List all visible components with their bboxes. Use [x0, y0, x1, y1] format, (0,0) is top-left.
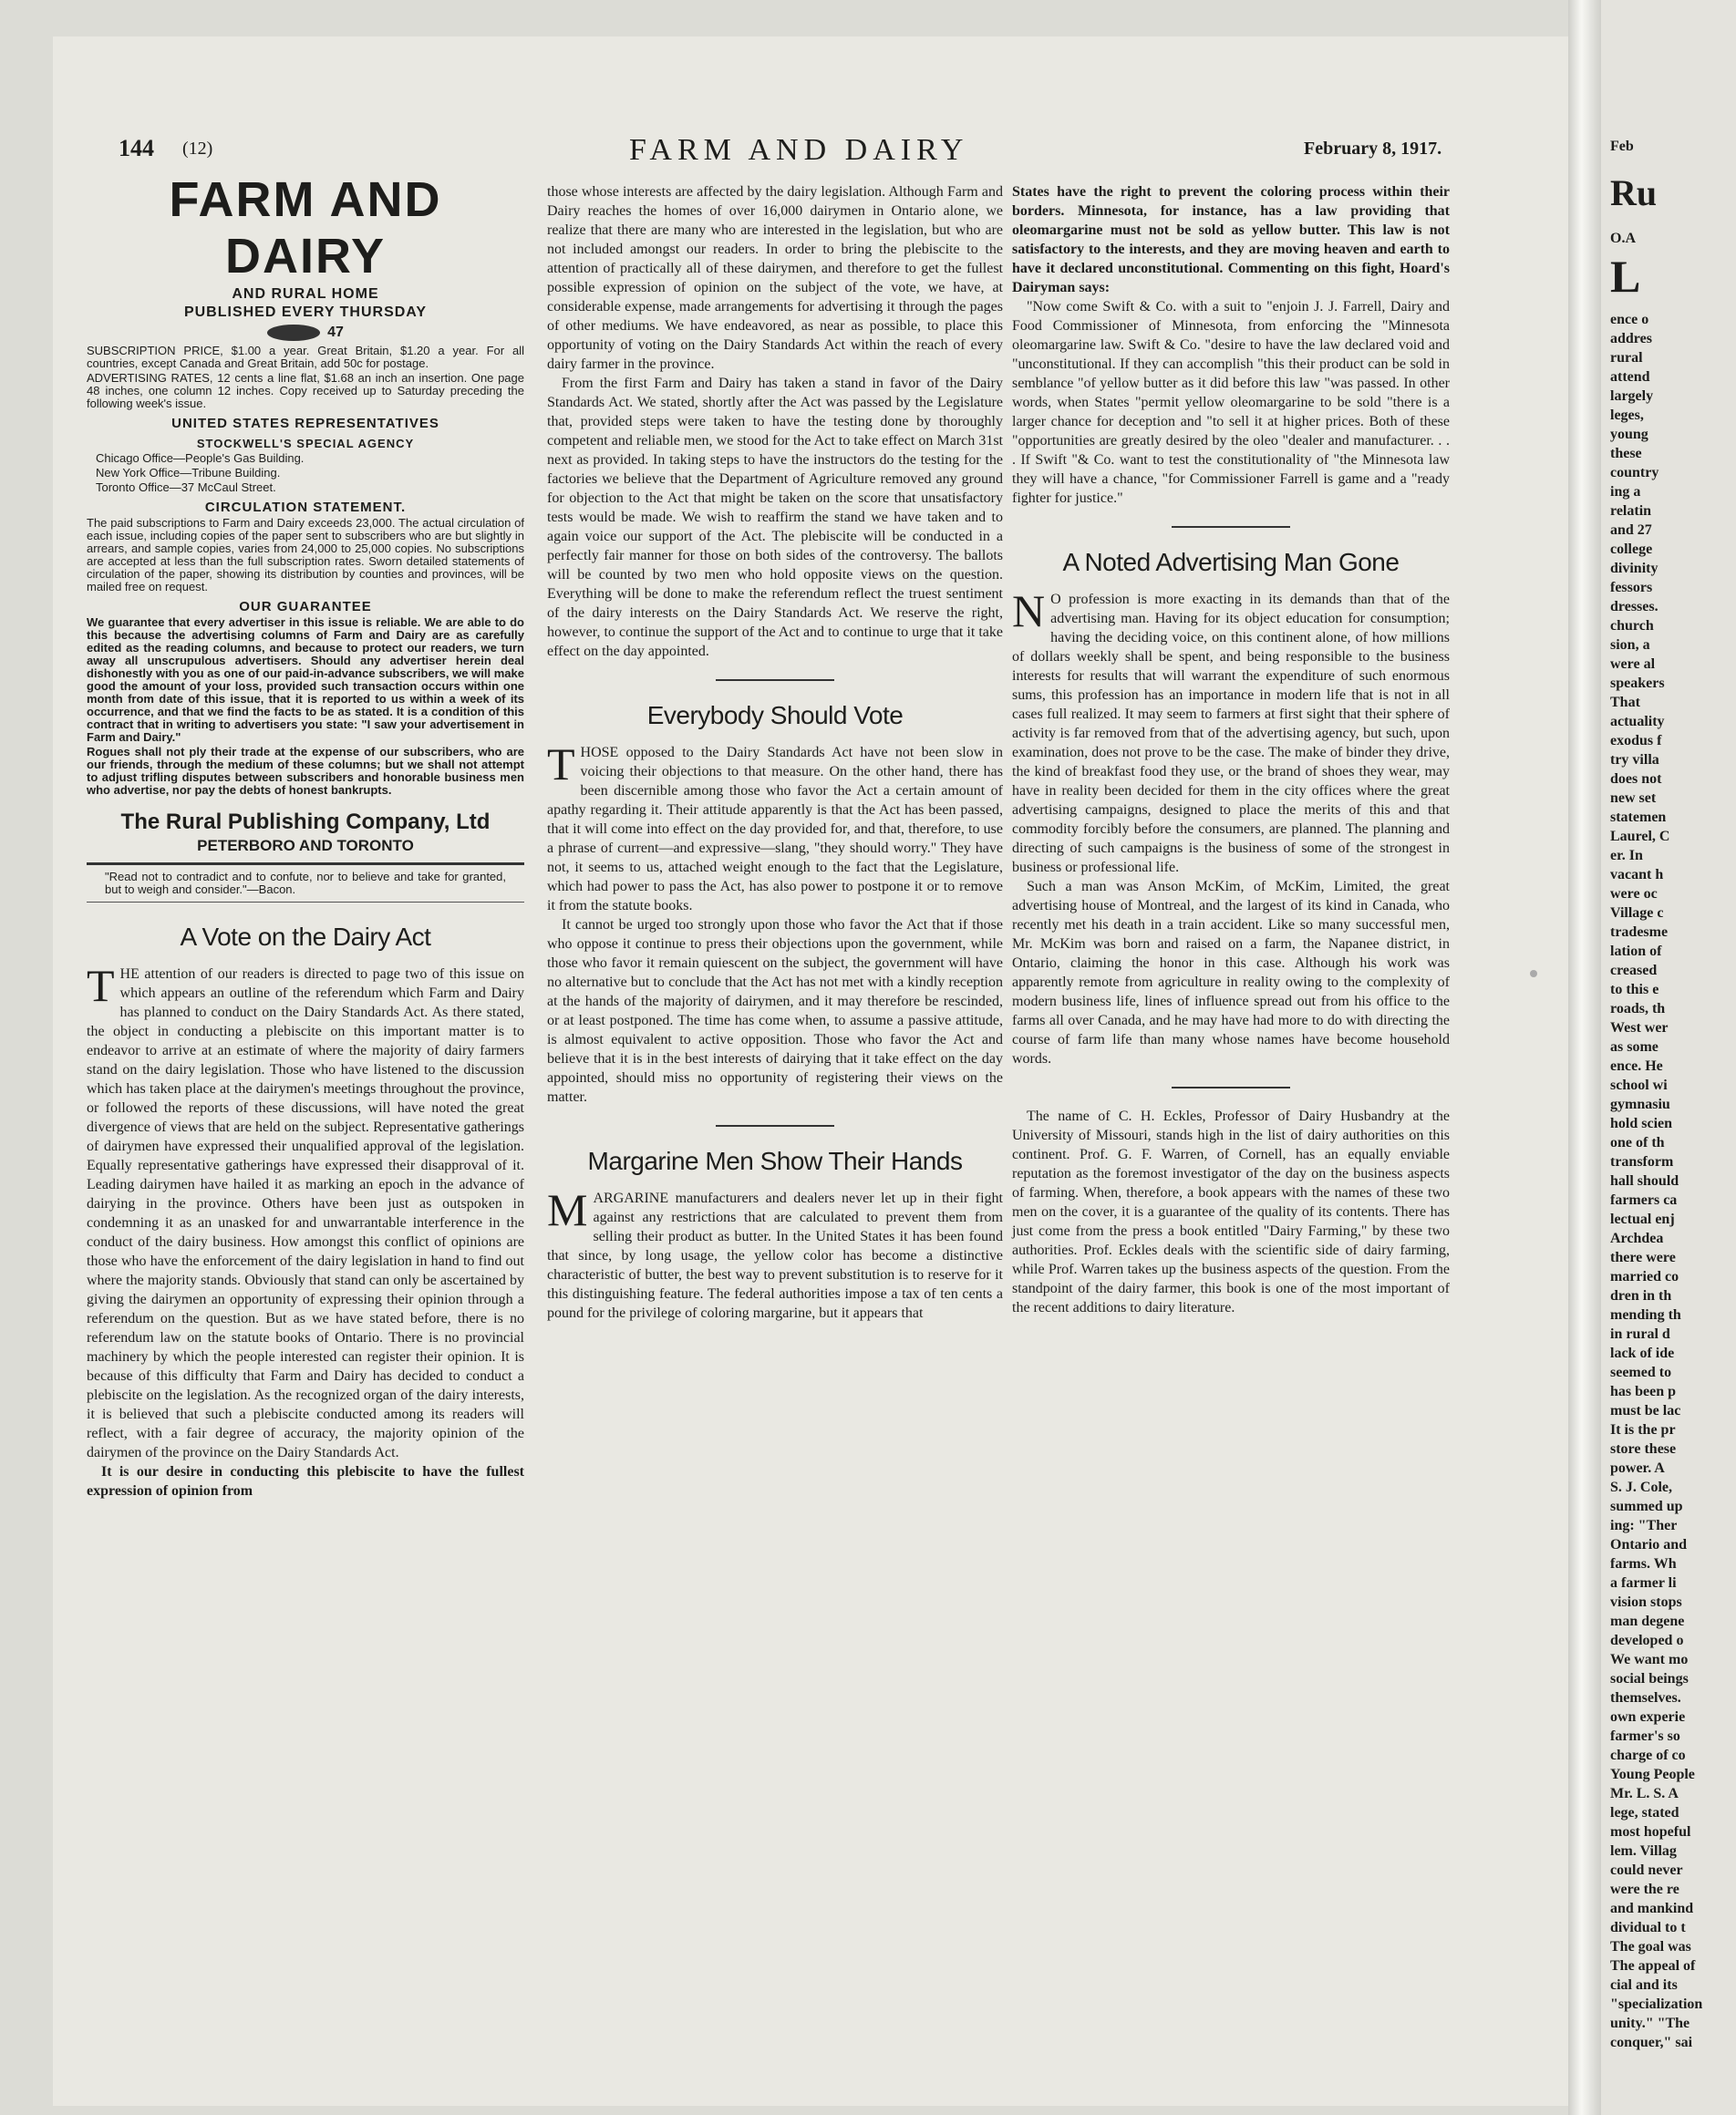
next-page-fragment: cial and its	[1610, 1977, 1678, 1993]
next-page-fragment: mending th	[1610, 1307, 1681, 1323]
next-page-fragment: has been p	[1610, 1384, 1677, 1399]
masthead-published: PUBLISHED EVERY THURSDAY	[183, 304, 428, 320]
drop-cap: N	[1012, 585, 1046, 636]
next-page-fragment: power. A	[1610, 1460, 1665, 1476]
next-page-fragment: own experie	[1610, 1709, 1686, 1725]
next-page-fragment: creased	[1610, 963, 1658, 978]
next-page-fragment: these	[1610, 446, 1642, 461]
next-page-fragment: L	[1610, 251, 1641, 302]
advertising-rates-text: ADVERTISING RATES, 12 cents a line flat, $1.68 an inch an insertion. One page 48 inches, one column 12 inches. Copy received up to Saturday preceding the following week's issue.	[87, 371, 524, 411]
margin-spot	[1530, 970, 1537, 977]
next-page-fragment: vacant h	[1610, 867, 1664, 882]
article-advertising-p2: Such a man was Anson McKim, of McKim, Limited, the great advertising house of Montreal, and the largest of its kind in Canada, who recently met his death in a train accident. Like so many successful men, Mr. McKim was born and raised on a farm, the Napanee district, in Ontario, claiming the honor in this case. Although his work was apparently remote from agriculture in reality owing to the complexity of modern business life, lines of influence spread out from his office to the farms all over Canada, and he may have had more to do with directing the course of farm life than many whose names have become household words.	[1012, 879, 1450, 1067]
article-margarine-p1-text: ARGARINE manufacturers and dealers never let up in their fight against any restrictions that are calculated to prevent them from selling their product as butter. In the United States it has been found that since, by long usage, the yellow color has become a distinctive characteristic of butter, the best way to prevent substitution is to reserve for it this distinguishing feature. The federal authorities impose a tax of ten cents a pound for the privilege of coloring margarine, but it appears that	[547, 1191, 1003, 1321]
next-page-fragment: new set	[1610, 790, 1657, 806]
next-page-fragment: lack of ide	[1610, 1346, 1675, 1361]
next-page-fragment: hall should	[1610, 1173, 1679, 1189]
next-page-fragment: Young People	[1610, 1767, 1695, 1782]
next-page-fragment: country	[1610, 465, 1659, 480]
next-page-fragment: gymnasiu	[1610, 1097, 1670, 1112]
article-margarine-p2: States have the right to prevent the coloring process within their borders. Minnesota, for instance, has a law providing that oleomargarine must not be sold as yellow butter. This law is not satisfactory to the interests, and they are moving heaven and earth to have it declared unconstitutional. Commenting on this fight, Hoard's Dairyman says:	[1012, 184, 1450, 295]
next-page-fragment: themselves.	[1610, 1690, 1681, 1706]
article-everybody-p1	[547, 738, 1003, 915]
next-page-fragment: as some	[1610, 1039, 1658, 1055]
article-everybody-p1-text: HOSE opposed to the Dairy Standards Act have not been slow in voicing their objections to that measure. On the other hand, there has been discernible among those who favor the Act a certain amount of apathy regarding it. Their attitude apparently is that the Act has been passed, that it will come into effect on the day provided for, and that, therefore, to use a phrase of current—and expressive—slang, "they should worry." They have not, it seems to us, attached weight enough to the fact that the Legislature, which had power to pass the Act, has also power to postpone it or to remove it from the statute books.	[547, 745, 1003, 913]
next-page-fragment: tradesme	[1610, 924, 1669, 940]
article-vote-p3: those whose interests are affected by the dairy legislation. Although Farm and Dairy reaches the homes of over 16,000 dairymen in Ontario alone, we realize that there are many who are interested in the legislation, but who are not included amongst our readers. In order to bring the plebiscite to the attention of practically all of these dairymen, and therefore to get the fullest possible expression of opinion on the subject of the vote, we have, at considerable expense, made arrangements for advertising it through the pages of other mediums. We have endeavored, as near as possible, to place this opportunity of voting on the Dairy Standards Act within the reach of every dairy farmer in the province.	[547, 184, 1003, 372]
bacon-quote: "Read not to contradict and to confute, nor to believe and take for granted, but to weigh and consider."—Bacon.	[105, 870, 506, 897]
next-page-fragment: Mr. L. S. A	[1610, 1786, 1679, 1801]
union-label-number: 47	[327, 325, 344, 340]
guarantee-heading: OUR GUARANTEE	[239, 599, 372, 615]
next-page-fragment: roads, th	[1610, 1001, 1666, 1016]
circulation-heading: CIRCULATION STATEMENT.	[204, 500, 407, 516]
next-page-fragment: college	[1610, 542, 1653, 557]
union-label-icon	[267, 325, 320, 341]
article-title-advertising-man: A Noted Advertising Man Gone	[1062, 548, 1400, 576]
article-vote-p4: From the first Farm and Dairy has taken a stand in favor of the Dairy Standards Act. We stated, shortly after the Act was passed by the Legislature that, provided steps were taken to have the testing done by thoroughly competent and reliable men, we stood for the Act to take effect on March 31st next as provided. In taking steps to have the instructors do the testing for the factories we believe that the Department of Agriculture removed any ground for objection to the Act that might be taken on the score that unsatisfactory tests would be made. We wish to reaffirm the stand we have taken and to again voice our support of the Act. The plebiscite will be conducted in a perfectly fair manner for those on both sides of the controversy. The ballots will be counted by two men who hold opposite views on the question. Everything will be done to make the referendum reflect the truest sentiment of the dairy interests on the Dairy Standards Act. We reserve the right, however, to continue the support of the Act and to continue to urge that it take effect on the day appointed.	[547, 376, 1003, 659]
next-page-fragment: addres	[1610, 331, 1652, 346]
next-page-fragment: exodus f	[1610, 733, 1662, 748]
next-page-fragment: ence o	[1610, 312, 1649, 327]
next-page-fragment: dren in th	[1610, 1288, 1672, 1304]
next-page-fragment: one of th	[1610, 1135, 1665, 1150]
article-eckles-p1: The name of C. H. Eckles, Professor of Dairy Husbandry at the University of Missouri, stands high in the list of dairy authorities on this continent. Prof. G. F. Warren, of Cornell, has an equally enviable reputation as the foremost investigator of the day on the business aspects of farming. When, therefore, a book appears with the names of these two men on the cover, it is a guarantee of the quality of its contents. There has just come from the press a book entitled "Dairy Farming," by these two authorities. Prof. Eckles deals with the scientific side of dairy farming, while Prof. Warren takes up the business aspects of the question. From the standpoint of the dairy farmer, this book is one of the most important of the recent additions to dairy literature.	[1012, 1109, 1450, 1315]
next-page-fragment: and 27	[1610, 522, 1652, 538]
masthead-title: FARM AND DAIRY	[169, 172, 442, 284]
next-page-fragment: Feb	[1610, 139, 1634, 154]
next-page-fragment: must be lac	[1610, 1403, 1681, 1419]
next-page-fragment: charge of co	[1610, 1748, 1686, 1763]
next-page-fragment: developed o	[1610, 1633, 1684, 1648]
article-vote-p1-text: HE attention of our readers is directed to page two of this issue on which appears an outline of the referendum which Farm and Dairy has planned to conduct on the Dairy Standards Act. As there stated, the object in conducting a plebiscite on this important matter is to endeavor to arrive at an estimate of where the majority of dairy farmers stand on the dairy legislation. Those who have listened to the discussion which has taken place at the dairymen's meetings throughout the province, or followed the reports of these discussions, will have noted the great divergence of views that are held on the subject. Representative gatherings of dairymen have expressed their unqualified approval of the legislation. Equally representative gatherings have expressed their disapproval of it. Leading dairymen have hailed it as marking an epoch in the advance of dairying in the province. Others have been just as outspoken in condemning it as an unasked for and unwarrantable interference in the conduct of the dairy business. How amongst this conflict of opinions are those who have the enforcement of the dairy legislation in hand to find out where the majority stands. Obviously that stand can only be ascertained by giving the dairymen an opportunity of expressing their opinion through a referendum on the question. But as we have stated before, there is no referendum law on the statute books of Ontario. There is no provincial machinery by which the people interested can register their opinion. It is because of this difficulty that Farm and Dairy has decided to conduct a plebiscite on the legislation. As the recognized organ of the dairy interests, it is believed that such a plebiscite conducted among its readers will reflect, with a fair degree of accuracy, the majority opinion of the dairymen of the province on the Dairy Standards Act.	[87, 966, 524, 1461]
article-title-margarine: Margarine Men Show Their Hands	[587, 1147, 963, 1175]
subscription-text: SUBSCRIPTION PRICE, $1.00 a year. Great Britain, $1.20 a year. For all countries, except Canada and Great Britain, add 50c for postage.	[87, 344, 524, 371]
next-page-edge	[1601, 0, 1736, 2115]
next-page-fragment: married co	[1610, 1269, 1679, 1284]
next-page-fragment: The appeal of	[1610, 1958, 1696, 1974]
issue-date: February 8, 1917.	[1304, 139, 1442, 159]
next-page-fragment: were the re	[1610, 1882, 1679, 1897]
next-page-fragment: actuality	[1610, 714, 1665, 729]
next-page-fragment: vision stops	[1610, 1594, 1682, 1610]
next-page-fragment: farms. Wh	[1610, 1556, 1677, 1572]
rogues-text: Rogues shall not ply their trade at the expense of our subscribers, who are our friends, through the medium of these columns; but we shall not attempt to adjust trifling disputes between subscribers and honorable business men who advertise, nor pay the debts of honest bankrupts.	[87, 745, 524, 798]
next-page-fragment: and mankind	[1610, 1901, 1694, 1916]
next-page-fragment: relatin	[1610, 503, 1652, 519]
next-page-fragment: in rural d	[1610, 1326, 1670, 1342]
next-page-fragment: Village c	[1610, 905, 1664, 921]
publisher-location: PETERBORO AND TORONTO	[197, 837, 414, 855]
next-page-fragment: leges,	[1610, 408, 1644, 423]
article-everybody-p2: It cannot be urged too strongly upon those who favor the Act that if those who oppose it continue to press their objections upon the government, while those who favor it remain quiescent on the subject, the government will have no alternative but to conclude that the Act has not met with a kindly reception at the hands of the majority of dairymen, and it may therefore be rescinded, or at least postponed. The time has come when, to assume a passive attitude, is almost equivalent to active opposition. Those who favor the Act and believe that it is in the best interests of dairying that it take effect on the day appointed, should miss no opportunity of registering their views on the matter.	[547, 917, 1003, 1105]
next-page-fragment: O.A	[1610, 231, 1636, 246]
article-advertising-p1-text: O profession is more exacting in its demands than that of the advertising man. Having for its object education for consumption; having the deciding voice, on this continent alone, of how millions of dollars weekly shall be spent, and being responsible to the business interests for results that will warrant the expenditure of such enormous sums, this profession has an importance in modern life that is not in all cases full realized. It may seem to farmers at first sight that their sphere of activity is far removed from that of the advertising agency, but such, upon examination, does not prove to be the case. The make of binder they drive, the kind of breakfast food they use, or the brand of shoes they wear, may have in reality been decided for them in the city offices where the great advertising campaigns, designed to place the merits of this and that commodity forcibly before the consumers, are planned. The planning and directing of such campaigns is the business of some of the strongest in business or professional life.	[1012, 592, 1450, 875]
section-divider	[716, 1125, 834, 1127]
section-divider	[1172, 1087, 1290, 1088]
next-page-fragment: there were	[1610, 1250, 1676, 1265]
article-title-vote-dairy-act: A Vote on the Dairy Act	[180, 923, 431, 952]
article-margarine-p1	[547, 1184, 1003, 1323]
next-page-fragment: It is the pr	[1610, 1422, 1676, 1438]
next-page-fragment: sion, a	[1610, 637, 1650, 653]
column-2	[547, 182, 1003, 1323]
next-page-fragment: to this e	[1610, 982, 1659, 997]
next-page-fragment: We want mo	[1610, 1652, 1689, 1667]
next-page-fragment: farmer's so	[1610, 1728, 1680, 1744]
office-toronto: Toronto Office—37 McCaul Street.	[96, 480, 276, 495]
page-fold	[1568, 0, 1601, 2115]
office-chicago: Chicago Office—People's Gas Building.	[96, 451, 305, 466]
next-page-fragment: church	[1610, 618, 1654, 634]
next-page-fragment: rural	[1610, 350, 1643, 366]
next-page-fragment: were oc	[1610, 886, 1658, 902]
next-page-fragment: Ru	[1610, 172, 1658, 213]
next-page-fragment: does not	[1610, 771, 1662, 787]
article-vote-p2: It is our desire in conducting this plebiscite to have the fullest expression of opinion from	[87, 1464, 524, 1500]
masthead	[87, 171, 524, 341]
next-page-fragment: ence. He	[1610, 1058, 1663, 1074]
next-page-fragment: conquer," sai	[1610, 2035, 1693, 2050]
next-page-fragment: most hopeful	[1610, 1824, 1691, 1840]
drop-cap: T	[87, 960, 115, 1012]
next-page-fragment: S. J. Cole,	[1610, 1480, 1672, 1495]
article-advertising-p1	[1012, 585, 1450, 877]
drop-cap: M	[547, 1184, 588, 1235]
next-page-fragment: transform	[1610, 1154, 1674, 1170]
us-reps-agency: STOCKWELL'S SPECIAL AGENCY	[196, 437, 415, 451]
section-number: (12)	[182, 139, 213, 159]
next-page-fragment: lectual enj	[1610, 1212, 1675, 1227]
article-vote-p1	[87, 960, 524, 1462]
section-divider	[716, 679, 834, 681]
next-page-fragment: seemed to	[1610, 1365, 1672, 1380]
next-page-fragment: man degene	[1610, 1614, 1685, 1629]
next-page-fragment: social beings	[1610, 1671, 1689, 1687]
next-page-fragment: could never	[1610, 1862, 1683, 1878]
column-3	[1012, 182, 1450, 1317]
next-page-fragment: er. In	[1610, 848, 1643, 863]
next-page-fragment: summed up	[1610, 1499, 1683, 1514]
next-page-fragment: lege, stated	[1610, 1805, 1679, 1821]
next-page-fragment: lem. Villag	[1610, 1843, 1677, 1859]
guarantee-text: We guarantee that every advertiser in this issue is reliable. We are able to do this because the advertising columns of Farm and Dairy are as carefully edited as the reading columns, and because to protect our readers, we turn away all unscrupulous advertisers. Should any advertiser herein deal dishonestly with you as one of our paid-in-advance subscribers, we will make good the amount of your loss, provided such transaction occurs within one month from date of this issue, that it is reported to us within a week of its occurrence, and that we find the facts to be as stated. It is a condition of this contract that in writing to advertisers you state: "I saw your advertisement in Farm and Dairy."	[87, 615, 524, 745]
circulation-text: The paid subscriptions to Farm and Dairy exceeds 23,000. The actual circulation of each issue, including copies of the paper sent to subscribers who are but slightly in arrears, and sample copies, varies from 24,000 to 25,000 copies. No subscriptions are accepted at less than the full subscription rates. Sworn detailed statements of circulation of the paper, showing its distribution by counties and provinces, will be mailed free on request.	[87, 516, 524, 594]
masthead-subtitle: AND RURAL HOME	[232, 286, 379, 302]
drop-cap: T	[547, 738, 575, 789]
next-page-fragment: young	[1610, 427, 1648, 442]
section-divider	[1172, 526, 1290, 528]
page-number: 144	[119, 135, 154, 161]
column-1	[87, 164, 524, 1501]
office-newyork: New York Office—Tribune Building.	[96, 466, 281, 480]
next-page-fragment: ing a	[1610, 484, 1641, 500]
next-page-fragment: store these	[1610, 1441, 1677, 1457]
next-page-fragment: "specialization	[1610, 1996, 1703, 2012]
next-page-fragment: ing: "Ther	[1610, 1518, 1678, 1533]
next-page-fragment: statemen	[1610, 810, 1667, 825]
next-page-fragment: The goal was	[1610, 1939, 1691, 1955]
publisher-name: The Rural Publishing Company, Ltd	[120, 810, 491, 835]
next-page-fragment: try villa	[1610, 752, 1659, 768]
next-page-fragment: fessors	[1610, 580, 1653, 595]
next-page-fragment: school wi	[1610, 1078, 1668, 1093]
next-page-fragment: unity." "The	[1610, 2016, 1690, 2031]
next-page-fragment: were al	[1610, 656, 1656, 672]
next-page-fragment: farmers ca	[1610, 1192, 1678, 1208]
next-page-fragment: Laurel, C	[1610, 829, 1670, 844]
running-title: FARM AND DAIRY	[629, 133, 969, 167]
next-page-fragment: a farmer li	[1610, 1575, 1677, 1591]
next-page-fragment: Ontario and	[1610, 1537, 1688, 1553]
next-page-fragment: attend	[1610, 369, 1650, 385]
article-margarine-p3: "Now come Swift & Co. with a suit to "enjoin J. J. Farrell, Dairy and Food Commissioner of Minnesota, from enforcing the "Minnesota oleomargarine law. Swift & Co. "desire to have the law declared void and "unconstitutional. If they can accomplish "this their product can be sold in semblance "of yellow butter as it did before this law "was passed. In other words, when States "permit yellow oleomargarine to be sold "there is a larger chance for deception and "to sell it at higher prices. Both of these "opportunities are greatly desired by the oleo "dealer and manufacturer. . . . If Swift "& Co. want to test the constitutionality of "the Minnesota law they will have a chance, "for Commissioner Farrell is game and a "ready fighter for justice."	[1012, 299, 1450, 506]
next-page-fragment: hold scien	[1610, 1116, 1673, 1131]
next-page-fragment: That	[1610, 695, 1640, 710]
next-page-fragment: largely	[1610, 388, 1654, 404]
next-page-fragment: Archdea	[1610, 1231, 1664, 1246]
next-page-fragment: divinity	[1610, 561, 1658, 576]
masthead-rule	[87, 862, 524, 865]
next-page-fragment: dividual to t	[1610, 1920, 1686, 1935]
us-reps-heading: UNITED STATES REPRESENTATIVES	[171, 416, 439, 432]
next-page-fragment: West wer	[1610, 1020, 1669, 1036]
article-title-everybody-vote: Everybody Should Vote	[646, 701, 904, 729]
next-page-fragment: lation of	[1610, 944, 1662, 959]
quote-rule	[87, 902, 524, 903]
next-page-fragment: dresses.	[1610, 599, 1658, 614]
next-page-fragment: speakers	[1610, 676, 1665, 691]
